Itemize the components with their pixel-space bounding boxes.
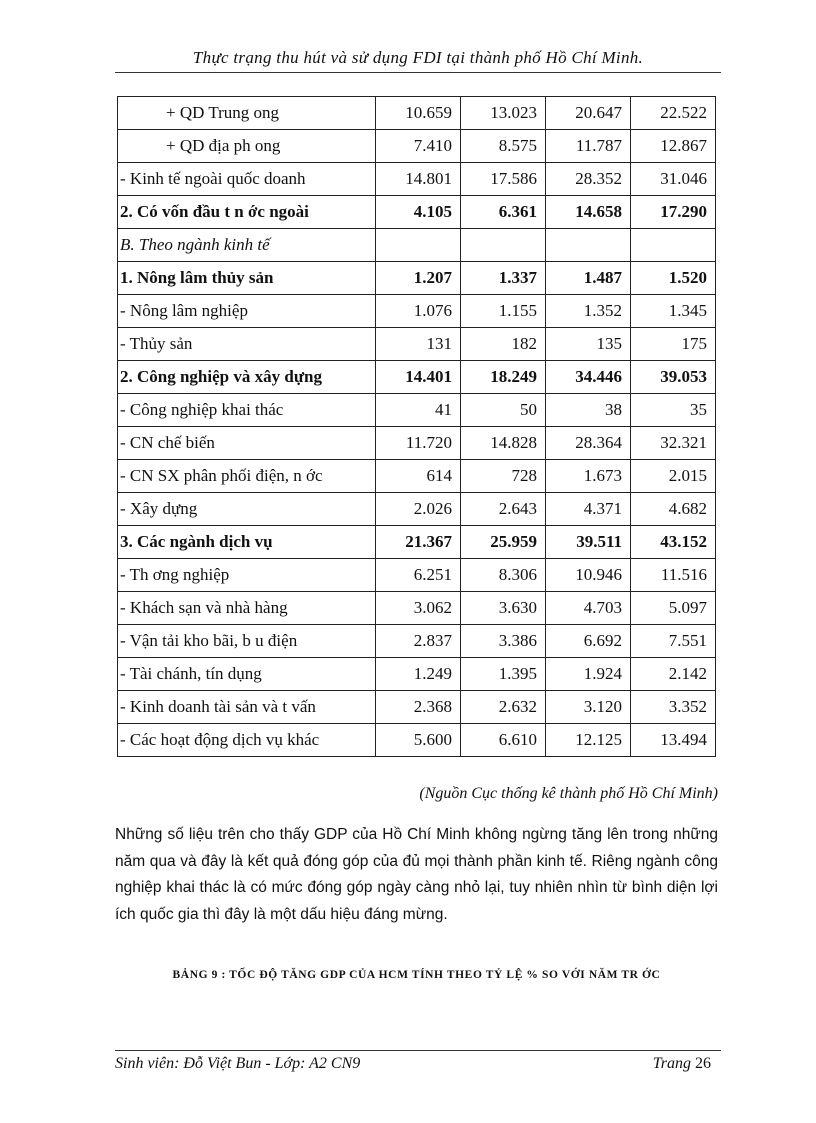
value-cell: 4.703 [546, 592, 631, 625]
value-cell: 12.125 [546, 724, 631, 757]
value-cell: 1.337 [461, 262, 546, 295]
value-cell: 728 [461, 460, 546, 493]
value-cell: 614 [376, 460, 461, 493]
gdp-table [117, 96, 716, 757]
value-cell: 39.053 [631, 361, 716, 394]
value-cell: 1.352 [546, 295, 631, 328]
value-cell: 28.352 [546, 163, 631, 196]
value-cell: 17.290 [631, 196, 716, 229]
value-cell: 6.251 [376, 559, 461, 592]
table-row [118, 361, 716, 394]
value-cell: 10.659 [376, 97, 461, 130]
value-cell: 2.015 [631, 460, 716, 493]
table-row [118, 493, 716, 526]
table-row [118, 460, 716, 493]
table-row [118, 724, 716, 757]
row-label: + QD Trung ong [118, 97, 376, 130]
value-cell: 2.643 [461, 493, 546, 526]
value-cell: 13.023 [461, 97, 546, 130]
row-label: + QD địa ph ong [118, 130, 376, 163]
row-label: - Vận tải kho bãi, b u điện [118, 625, 376, 658]
value-cell: 41 [376, 394, 461, 427]
value-cell: 50 [461, 394, 546, 427]
table-row [118, 196, 716, 229]
value-cell: 1.924 [546, 658, 631, 691]
table-row [118, 163, 716, 196]
value-cell: 2.368 [376, 691, 461, 724]
value-cell: 43.152 [631, 526, 716, 559]
row-label: - Nông lâm nghiệp [118, 295, 376, 328]
value-cell: 2.026 [376, 493, 461, 526]
value-cell: 175 [631, 328, 716, 361]
value-cell: 39.511 [546, 526, 631, 559]
value-cell: 1.076 [376, 295, 461, 328]
value-cell: 7.551 [631, 625, 716, 658]
table-row [118, 328, 716, 361]
row-label: - CN chế biến [118, 427, 376, 460]
value-cell: 1.520 [631, 262, 716, 295]
page-number: 26 [695, 1055, 711, 1072]
value-cell [376, 229, 461, 262]
value-cell: 3.386 [461, 625, 546, 658]
value-cell: 22.522 [631, 97, 716, 130]
footer-page [653, 1055, 711, 1073]
value-cell: 4.105 [376, 196, 461, 229]
value-cell: 1.207 [376, 262, 461, 295]
table-row [118, 592, 716, 625]
value-cell: 34.446 [546, 361, 631, 394]
value-cell: 3.352 [631, 691, 716, 724]
value-cell: 18.249 [461, 361, 546, 394]
value-cell: 6.610 [461, 724, 546, 757]
value-cell [546, 229, 631, 262]
table-row [118, 394, 716, 427]
table-row [118, 262, 716, 295]
value-cell: 10.946 [546, 559, 631, 592]
value-cell: 20.647 [546, 97, 631, 130]
value-cell: 11.787 [546, 130, 631, 163]
row-label: - Tài chánh, tín dụng [118, 658, 376, 691]
value-cell: 1.673 [546, 460, 631, 493]
value-cell: 3.630 [461, 592, 546, 625]
value-cell: 6.361 [461, 196, 546, 229]
value-cell: 1.249 [376, 658, 461, 691]
value-cell [461, 229, 546, 262]
value-cell: 35 [631, 394, 716, 427]
page-header-title: Thực trạng thu hút và sử dụng FDI tại thành phố Hồ Chí Minh. [192, 48, 644, 67]
value-cell: 32.321 [631, 427, 716, 460]
value-cell: 8.306 [461, 559, 546, 592]
value-cell: 2.837 [376, 625, 461, 658]
next-table-title: BẢNG 9 : TỐC ĐỘ TĂNG GDP CỦA HCM TÍNH THEO TỶ LỆ % SO VỚI NĂM TR ỚC [172, 969, 661, 981]
table-row [118, 526, 716, 559]
value-cell: 14.658 [546, 196, 631, 229]
value-cell: 11.720 [376, 427, 461, 460]
value-cell: 3.120 [546, 691, 631, 724]
value-cell: 8.575 [461, 130, 546, 163]
row-label: - Xây dựng [118, 493, 376, 526]
value-cell: 6.692 [546, 625, 631, 658]
value-cell: 2.632 [461, 691, 546, 724]
footer-student-info: Sinh viên: Đỗ Việt Bun - Lớp: A2 CN9 [115, 1055, 361, 1072]
row-label: - Các hoạt động dịch vụ khác [118, 724, 376, 757]
value-cell: 31.046 [631, 163, 716, 196]
gdp-table-body [118, 97, 716, 757]
value-cell: 38 [546, 394, 631, 427]
value-cell: 14.401 [376, 361, 461, 394]
body-paragraph: Những số liệu trên cho thấy GDP của Hồ Chí Minh không ngừng tăng lên trong những năm qua và đây là kết quả đóng góp của đủ mọi thành phần kinh tế. Riêng ngành công nghiệp khai thác là có mức đóng góp ngày càng nhỏ lại, tuy nhiên nhìn từ bình diện lợi ích quốc gia thì đây là một dấu hiệu đáng mừng. [115, 826, 718, 923]
value-cell: 1.487 [546, 262, 631, 295]
value-cell: 4.682 [631, 493, 716, 526]
header-divider [115, 72, 721, 73]
value-cell: 17.586 [461, 163, 546, 196]
value-cell: 11.516 [631, 559, 716, 592]
value-cell: 25.959 [461, 526, 546, 559]
row-label: 1. Nông lâm thủy sản [118, 262, 376, 295]
footer-divider [115, 1050, 721, 1051]
table-row [118, 559, 716, 592]
table-row [118, 130, 716, 163]
row-label: - Thủy sản [118, 328, 376, 361]
value-cell: 4.371 [546, 493, 631, 526]
table-row [118, 658, 716, 691]
row-label: 3. Các ngành dịch vụ [118, 526, 376, 559]
row-label: - Khách sạn và nhà hàng [118, 592, 376, 625]
value-cell: 135 [546, 328, 631, 361]
value-cell [631, 229, 716, 262]
row-label: 2. Có vốn đầu t n ớc ngoài [118, 196, 376, 229]
value-cell: 1.395 [461, 658, 546, 691]
value-cell: 1.155 [461, 295, 546, 328]
value-cell: 5.600 [376, 724, 461, 757]
table-row [118, 97, 716, 130]
row-label: B. Theo ngành kinh tế [118, 229, 376, 262]
value-cell: 7.410 [376, 130, 461, 163]
table-row [118, 295, 716, 328]
row-label: - Kinh doanh tài sản và t vấn [118, 691, 376, 724]
value-cell: 13.494 [631, 724, 716, 757]
value-cell: 131 [376, 328, 461, 361]
value-cell: 2.142 [631, 658, 716, 691]
value-cell: 21.367 [376, 526, 461, 559]
value-cell: 3.062 [376, 592, 461, 625]
value-cell: 12.867 [631, 130, 716, 163]
value-cell: 14.801 [376, 163, 461, 196]
table-row [118, 427, 716, 460]
value-cell: 28.364 [546, 427, 631, 460]
table-row [118, 625, 716, 658]
page-label: Trang [652, 1055, 691, 1072]
row-label: - CN SX phân phối điện, n ớc [118, 460, 376, 493]
value-cell: 14.828 [461, 427, 546, 460]
row-label: - Th ơng nghiệp [118, 559, 376, 592]
source-note: (Nguồn Cục thống kê thành phố Hồ Chí Minh) [419, 785, 718, 802]
table-row [118, 229, 716, 262]
row-label: - Kinh tế ngoài quốc doanh [118, 163, 376, 196]
row-label: 2. Công nghiệp và xây dựng [118, 361, 376, 394]
value-cell: 182 [461, 328, 546, 361]
row-label: - Công nghiệp khai thác [118, 394, 376, 427]
value-cell: 1.345 [631, 295, 716, 328]
value-cell: 5.097 [631, 592, 716, 625]
table-row [118, 691, 716, 724]
